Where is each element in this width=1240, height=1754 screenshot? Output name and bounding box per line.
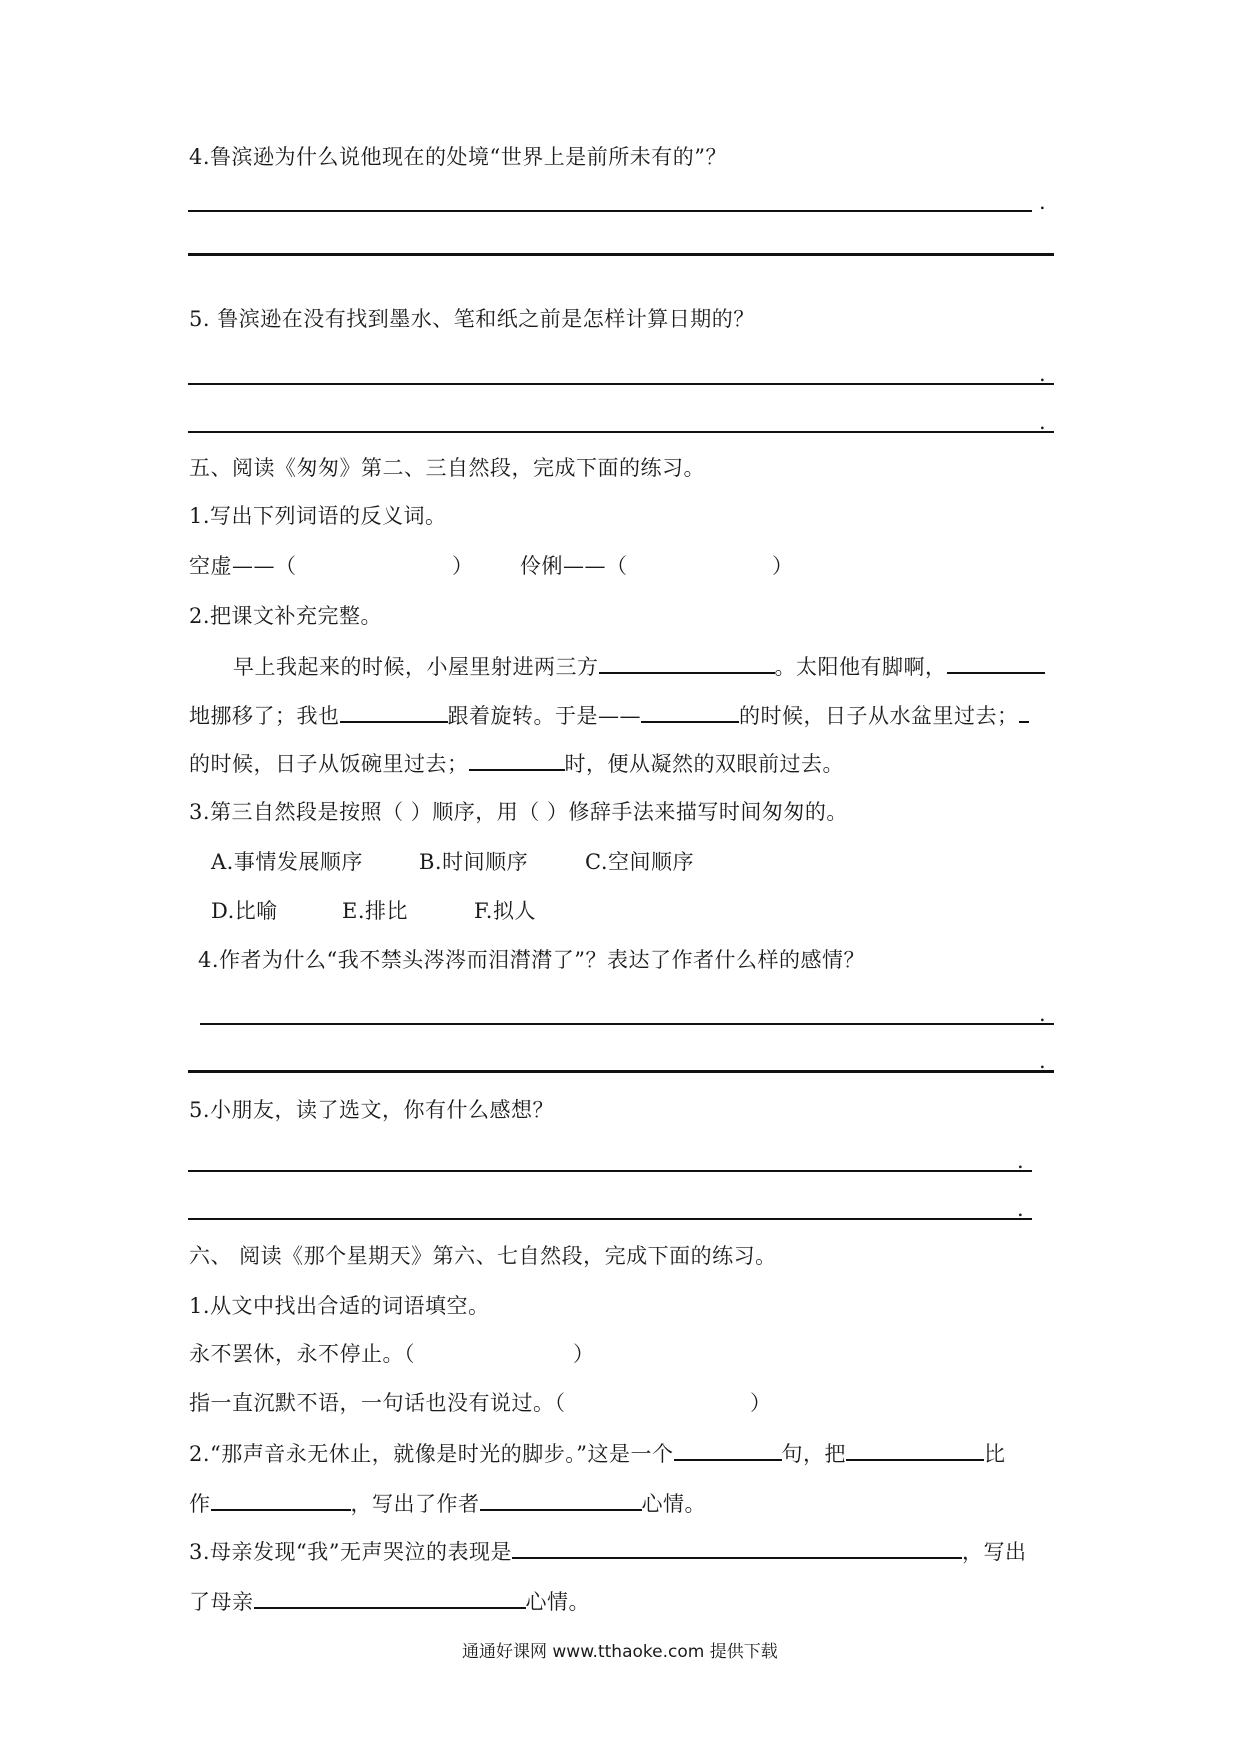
s6-question-3-line-2: [189, 1587, 590, 1616]
option-e: E.排比: [342, 899, 409, 923]
passage-text: 时，便从凝然的双眼前过去。: [564, 752, 844, 776]
passage-line-3: [189, 749, 844, 778]
passage-line-2: [189, 701, 1029, 730]
section-5-heading: 五、阅读《匆匆》第二、三自然段，完成下面的练习。: [189, 456, 705, 480]
s5-q1-word-a-close: ）: [452, 554, 474, 578]
option-f: F.拟人: [474, 899, 536, 923]
s6-question-2-line-2: [189, 1489, 706, 1518]
question-text: 作: [189, 1492, 211, 1516]
s6-q1-item-a-close: ）: [573, 1342, 595, 1366]
s5-q1-word-b: 伶俐——（: [520, 554, 628, 578]
fill-blank[interactable]: [340, 701, 448, 723]
fill-blank[interactable]: [641, 701, 739, 723]
answer-line[interactable]: [188, 383, 1054, 385]
question-5: 5. 鲁滨逊在没有找到墨水、笔和纸之前是怎样计算日期的？: [189, 307, 755, 331]
passage-text: 。太阳他有脚啊，: [774, 655, 947, 679]
s5-q1-word-b-close: ）: [772, 554, 794, 578]
question-text: 3.母亲发现“我”无声哭泣的表现是: [189, 1540, 513, 1564]
s6-q1-item-a: 永不罢休，永不停止。（: [189, 1342, 415, 1366]
answer-period: .: [1017, 1149, 1024, 1173]
option-c: C.空间顺序: [585, 850, 694, 874]
question-text: 比: [984, 1442, 1006, 1466]
s5-question-5: 5.小朋友，读了选文，你有什么感想？: [189, 1098, 555, 1122]
s5-question-1: 1.写出下列词语的反义词。: [189, 504, 447, 528]
section-6-heading: 六、 阅读《那个星期天》第六、七自然段，完成下面的练习。: [189, 1244, 777, 1268]
passage-text: 的时候，日子从饭碗里过去；: [189, 752, 469, 776]
answer-period: .: [1039, 190, 1046, 214]
answer-line[interactable]: [188, 431, 1054, 433]
question-text: 了母亲: [189, 1590, 254, 1614]
fill-blank[interactable]: [480, 1489, 642, 1511]
s5-question-4: 4.作者为什么“我不禁头涔涔而泪潸潸了”？表达了作者什么样的感情？: [198, 948, 866, 972]
s6-question-1: 1.从文中找出合适的词语填空。: [189, 1294, 490, 1318]
answer-period: .: [1039, 410, 1046, 434]
answer-line[interactable]: [188, 253, 1054, 256]
fill-blank[interactable]: [512, 1537, 962, 1559]
answer-period: .: [1039, 1002, 1046, 1026]
answer-line[interactable]: [200, 1023, 1054, 1025]
answer-period: .: [1039, 1049, 1046, 1073]
option-b: B.时间顺序: [419, 850, 529, 874]
s5-question-3: 3.第三自然段是按照（ ）顺序，用（ ）修辞手法来描写时间匆匆的。: [189, 800, 848, 824]
passage-text: 早上我起来的时候，小屋里射进两三方: [233, 655, 599, 679]
question-text: 句，把: [781, 1442, 847, 1466]
answer-line[interactable]: [188, 210, 1032, 212]
s5-q1-word-a: 空虚——（: [189, 554, 297, 578]
fill-blank[interactable]: [1019, 701, 1029, 723]
question-text: 心情。: [525, 1590, 590, 1614]
fill-blank[interactable]: [254, 1587, 526, 1609]
fill-blank[interactable]: [947, 652, 1045, 674]
question-text: 心情。: [641, 1492, 706, 1516]
fill-blank[interactable]: [469, 749, 565, 771]
fill-blank[interactable]: [674, 1439, 782, 1461]
question-4: 4.鲁滨逊为什么说他现在的处境“世界上是前所未有的”？: [189, 145, 728, 169]
answer-period: .: [1017, 1197, 1024, 1221]
s6-question-2-line-1: [189, 1439, 1006, 1468]
answer-line[interactable]: [188, 1070, 1054, 1073]
fill-blank[interactable]: [846, 1439, 984, 1461]
s6-q1-item-b-close: ）: [750, 1391, 772, 1415]
passage-text: 地挪移了；我也: [189, 704, 340, 728]
s5-question-2: 2.把课文补充完整。: [189, 604, 383, 628]
passage-text: 跟着旋转。于是——: [447, 704, 641, 728]
s6-q1-item-b: 指一直沉默不语，一句话也没有说过。（: [189, 1391, 566, 1415]
fill-blank[interactable]: [599, 652, 775, 674]
option-a: A.事情发展顺序: [211, 850, 363, 874]
fill-blank[interactable]: [211, 1489, 351, 1511]
answer-line[interactable]: [188, 1218, 1032, 1220]
passage-text: 的时候，日子从水盆里过去；: [739, 704, 1019, 728]
page-footer: 通通好课网 www.tthaoke.com 提供下载: [462, 1642, 778, 1662]
answer-line[interactable]: [188, 1170, 1032, 1172]
s6-question-3-line-1: [189, 1537, 1027, 1566]
option-d: D.比喻: [211, 899, 278, 923]
question-text: ，写出: [962, 1540, 1027, 1564]
question-text: ，写出了作者: [350, 1492, 480, 1516]
answer-period: .: [1039, 362, 1046, 386]
passage-line-1: [233, 652, 1045, 681]
question-text: 2.“那声音永无休止，就像是时光的脚步。”这是一个: [189, 1442, 674, 1466]
